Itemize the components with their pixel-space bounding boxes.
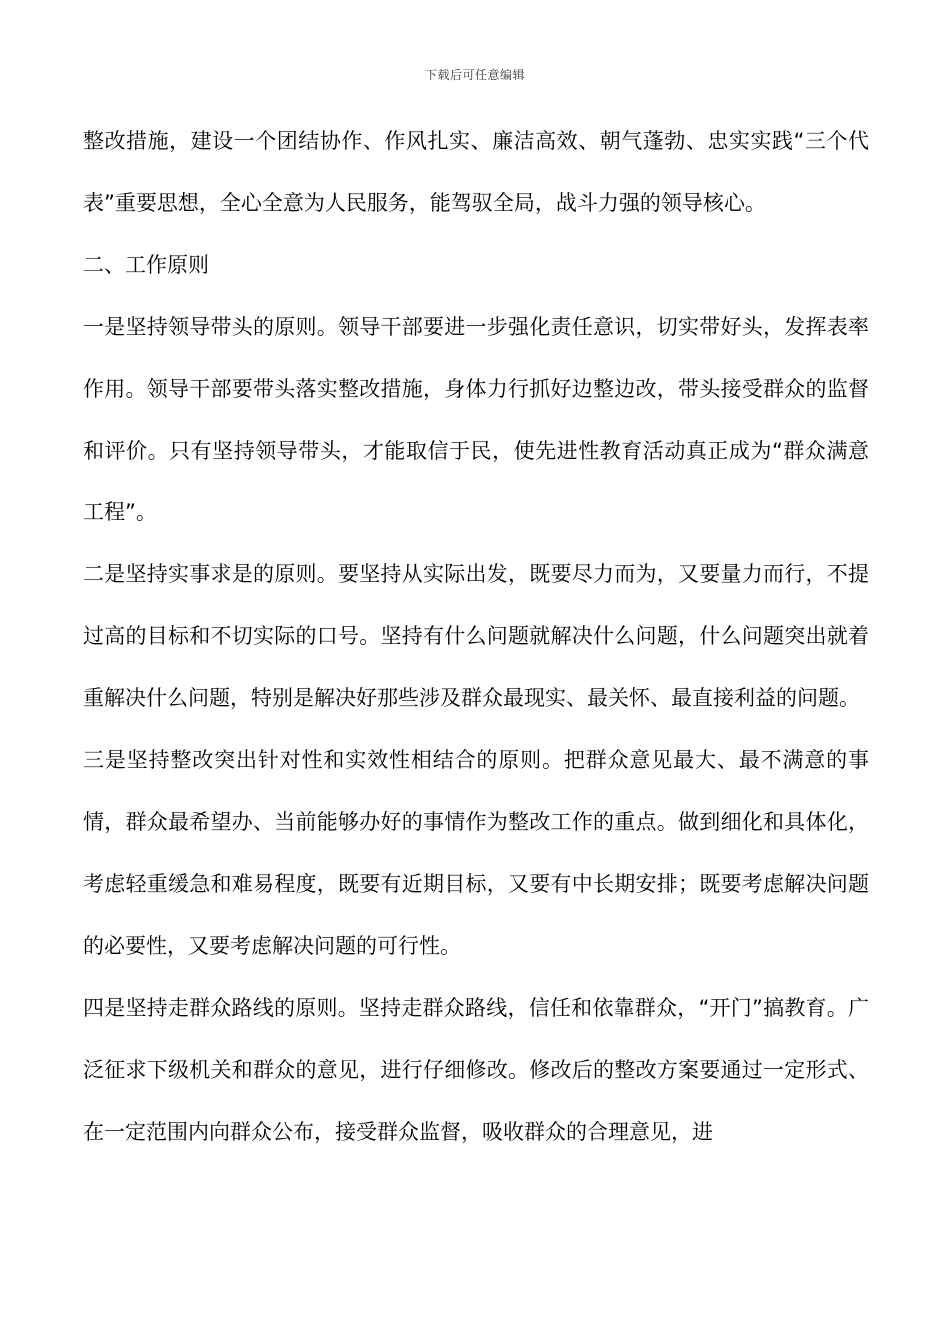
paragraph-principle-2: 二是坚持实事求是的原则。要坚持从实际出发，既要尽力而为，又要量力而行，不提过高的目标和不切实际的口号。坚持有什么问题就解决什么问题，什么问题突出就着重解决什么问题，特别是解决好那些涉及群众最现实、最关怀、最直接利益的问题。 — [83, 562, 869, 711]
paragraph-principle-3: 三是坚持整改突出针对性和实效性相结合的原则。把群众意见最大、最不满意的事情，群众最希望办、当前能够办好的事情作为整改工作的重点。做到细化和具体化，考虑轻重缓急和难易程度，既要有近期目标，又要有中长期安排；既要考虑解决问题的必要性，又要考虑解决问题的可行性。 — [83, 748, 869, 958]
header-note: 下载后可任意编辑 — [424, 68, 525, 82]
document-body — [83, 111, 869, 1163]
paragraph-principle-4: 四是坚持走群众路线的原则。坚持走群众路线，信任和依靠群众，“开门”搞教育。广泛征求下级机关和群众的意见，进行仔细修改。修改后的整改方案要通过一定形式、在一定范围内向群众公布，接受群众监督，吸收群众的合理意见，进 — [83, 995, 869, 1144]
paragraph-intro: 整改措施，建设一个团结协作、作风扎实、廉洁高效、朝气蓬勃、忠实实践“三个代表”重要思想，全心全意为人民服务，能驾驭全局，战斗力强的领导核心。 — [83, 129, 869, 215]
paragraph-principle-1: 一是坚持领导带头的原则。领导干部要进一步强化责任意识，切实带好头，发挥表率作用。领导干部要带头落实整改措施，身体力行抓好边整边改，带头接受群众的监督和评价。只有坚持领导带头，才能取信于民，使先进性教育活动真正成为“群众满意工程”。 — [83, 314, 869, 525]
section-heading: 二、工作原则 — [83, 252, 209, 277]
